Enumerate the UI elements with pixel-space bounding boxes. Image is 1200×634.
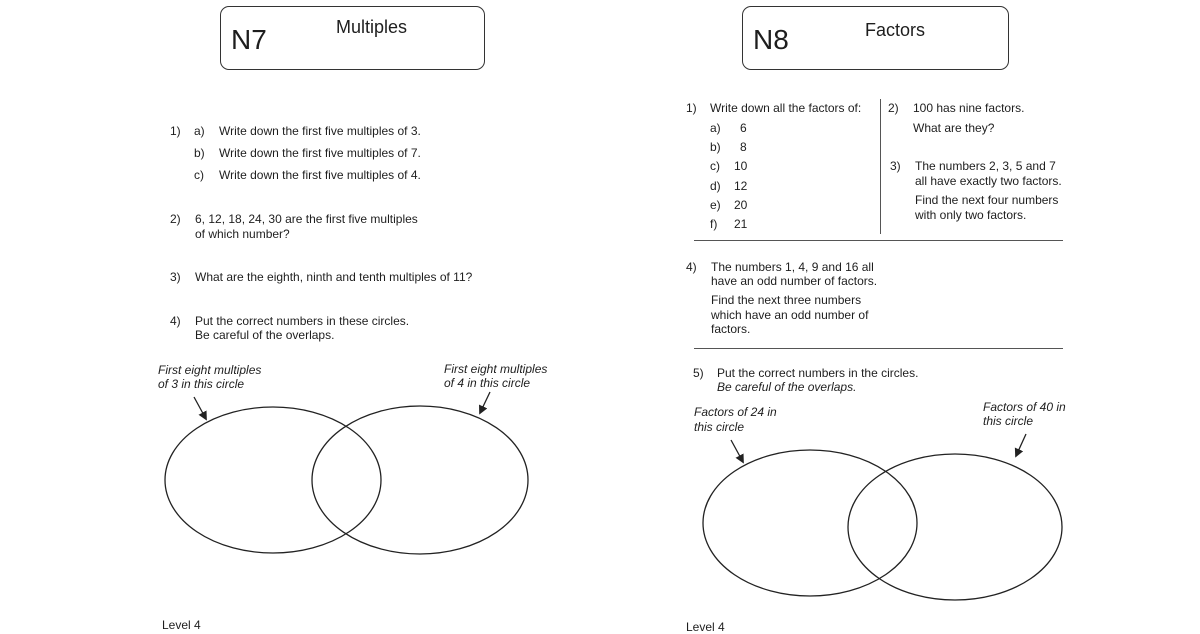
n7-q4-line2: Be careful of the overlaps. [195, 328, 335, 342]
n8-q2-line2: What are they? [913, 121, 995, 135]
n7-venn-right-label-1: First eight multiples [444, 362, 548, 376]
n7-venn-circle-multiples-of-3[interactable] [165, 407, 381, 553]
n8-q4-line1: The numbers 1, 4, 9 and 16 all [711, 260, 874, 274]
n8-q3-line4: with only two factors. [915, 208, 1027, 222]
n8-level: Level 4 [686, 620, 725, 634]
n7-topic-code: N7 [231, 24, 267, 55]
n7-q2-line2: of which number? [195, 227, 290, 241]
n7-q1a-letter: a) [194, 124, 205, 138]
n8-q1a-letter: a) [710, 121, 721, 135]
n7-q3-text: What are the eighth, ninth and tenth multiples of 11? [195, 270, 473, 284]
n8-q2-line1: 100 has nine factors. [913, 101, 1025, 115]
n8-q4-line3: Find the next three numbers [711, 293, 862, 307]
n7-venn-left-label-2: of 3 in this circle [158, 377, 245, 391]
n8-topic-code: N8 [753, 24, 789, 55]
n7-q1c-letter: c) [194, 168, 204, 182]
n8-q1d-letter: d) [710, 179, 721, 193]
n7-q1c-text: Write down the first five multiples of 4. [219, 168, 421, 182]
n8-q1f-letter: f) [710, 217, 718, 231]
n8-q4-line5: factors. [711, 322, 751, 336]
n8-q1c-letter: c) [710, 159, 720, 173]
n7-venn-left-label-1: First eight multiples [158, 363, 262, 377]
n7-venn-right-arrow [480, 392, 490, 413]
n8-venn-right-label-2: this circle [983, 414, 1034, 428]
n7-topic-title: Multiples [336, 17, 408, 37]
n8-venn-left-label-1: Factors of 24 in [694, 405, 777, 419]
n8-q1a-value: 6 [740, 121, 747, 135]
n8-venn-right-label-1: Factors of 40 in [983, 400, 1066, 414]
n7-venn-left-arrow [194, 397, 206, 419]
n8-q4-line2: have an odd number of factors. [711, 274, 878, 288]
n8-q1-number: 1) [686, 101, 697, 115]
n8-q2-number: 2) [888, 101, 899, 115]
n7-venn-circle-multiples-of-4[interactable] [312, 406, 528, 554]
n8-q1b-value: 8 [740, 140, 747, 154]
n8-q1b-letter: b) [710, 140, 721, 154]
n8-q5-line2: Be careful of the overlaps. [717, 380, 857, 394]
n8-q3-line3: Find the next four numbers [915, 193, 1059, 207]
n7-venn-right-label-2: of 4 in this circle [444, 376, 531, 390]
n8-q1e-letter: e) [710, 198, 721, 212]
n8-q4-number: 4) [686, 260, 697, 274]
n7-level: Level 4 [162, 618, 201, 632]
n8-venn-right-arrow [1016, 434, 1026, 456]
n8-topic-title: Factors [865, 20, 926, 40]
n7-q1a-text: Write down the first five multiples of 3. [219, 124, 421, 138]
n8-q3-line1: The numbers 2, 3, 5 and 7 [915, 159, 1056, 173]
n8-q5-number: 5) [693, 366, 704, 380]
n8-q1e-value: 20 [734, 198, 748, 212]
n7-q2-number: 2) [170, 212, 181, 226]
n8-q1-prompt: Write down all the factors of: [710, 101, 862, 115]
n8-q1c-value: 10 [734, 159, 748, 173]
n8-q3-number: 3) [890, 159, 901, 173]
n7-q3-number: 3) [170, 270, 181, 284]
n7-q1b-letter: b) [194, 146, 205, 160]
n8-venn-left-label-2: this circle [694, 420, 745, 434]
n8-venn-left-arrow [731, 440, 743, 462]
n8-q3-line2: all have exactly two factors. [915, 174, 1062, 188]
n7-q1b-text: Write down the first five multiples of 7. [219, 146, 421, 160]
n7-q1-number: 1) [170, 124, 181, 138]
n8-q1d-value: 12 [734, 179, 748, 193]
n8-q1f-value: 21 [734, 217, 748, 231]
n7-q4-line1: Put the correct numbers in these circles. [195, 314, 410, 328]
n7-q2-line1: 6, 12, 18, 24, 30 are the first five multiples [195, 212, 418, 226]
n8-q5-line1: Put the correct numbers in the circles. [717, 366, 919, 380]
n8-q4-line4: which have an odd number of [711, 308, 869, 322]
n7-q4-number: 4) [170, 314, 181, 328]
